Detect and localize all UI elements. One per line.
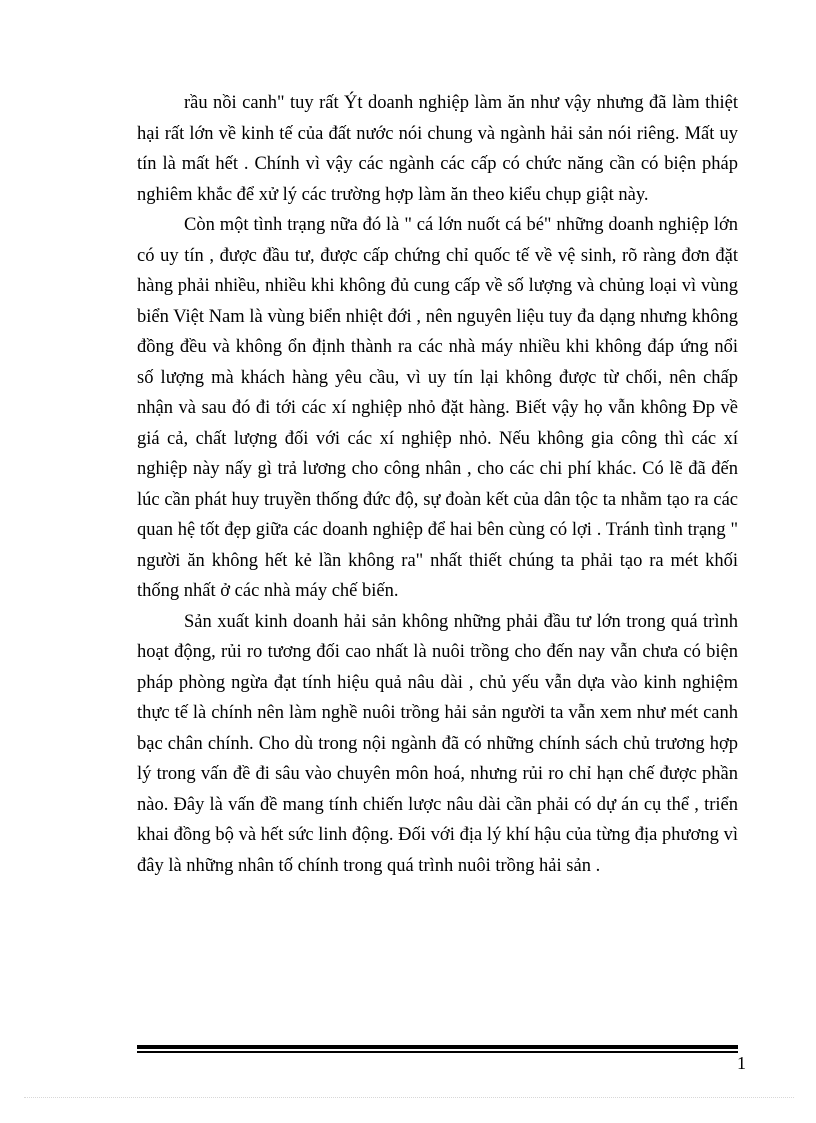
footer-rule-thick	[137, 1045, 738, 1049]
footer-rule-thin	[137, 1051, 738, 1053]
page-number: 1	[737, 1053, 746, 1073]
paragraph-1: rầu nồi canh" tuy rất Ýt doanh nghiệp làm ăn như vậy nhưng đã làm thiệt hại rất lớn về kinh tế của đất nước nói chung và ngành hải sản nói riêng. Mất uy tín là mất hết . Chính vì vậy các ngành các cấp có chức năng cần có biện pháp nghiêm khắc để xử lý các trường hợp làm ăn theo kiểu chụp giật này.	[137, 93, 738, 205]
page-bottom-dotted-line	[24, 1097, 794, 1098]
body-text	[137, 88, 738, 881]
paragraph-2: Còn một tình trạng nữa đó là " cá lớn nuốt cá bé" những doanh nghiệp lớn có uy tín , được đầu tư, được cấp chứng chỉ quốc tế về vệ sinh, rõ ràng đơn đặt hàng phải nhiều, nhiều khi không đủ cung cấp về số lượng và chủng loại vì vùng biển Việt Nam là vùng biển nhiệt đới , nên nguyên liệu tuy đa dạng nhưng không đồng đều và không ổn định thành ra các nhà máy nhiều khi không đáp ứng nổi số lượng mà khách hàng yêu cầu, vì uy tín lại không được từ chối, nên chấp nhận và sau đó đi tới các xí nghiệp nhỏ đặt hàng. Biết vậy họ vẫn không Đp về giá cả, chất lượng đối với các xí nghiệp nhỏ. Nếu không gia công thì các xí nghiệp này nấy gì trả lương cho công nhân , cho các chi phí khác. Có lẽ đã đến lúc cần phát huy truyền thống đức độ, sự đoàn kết của dân tộc ta nhằm tạo ra các quan hệ tốt đẹp giữa các doanh nghiệp để hai bên cùng có lợi . Tránh tình trạng " người ăn không hết kẻ lần không ra" nhất thiết chúng ta phải tạo ra mét khối thống nhất ở các nhà máy chế biến.	[137, 215, 738, 601]
paragraph-3: Sản xuất kinh doanh hải sản không những phải đầu tư lớn trong quá trình hoạt động, rủi ro tương đối cao nhất là nuôi trồng cho đến nay vẫn chưa có biện pháp phòng ngừa đạt tính hiệu quả nâu dài , chủ yếu vẫn dựa vào kinh nghiệm thực tế là chính nên làm nghề nuôi trồng hải sản người ta vẫn xem như mét canh bạc chân chính. Cho dù trong nội ngành đã có những chính sách chủ trương hợp lý trong vấn đề đi sâu vào chuyên môn hoá, nhưng rủi ro chỉ hạn chế được phần nào. Đây là vấn đề mang tính chiến lược nâu dài cần phải có dự án cụ thể , triển khai đồng bộ và hết sức linh động. Đối với địa lý khí hậu của từng địa phương vì đây là những nhân tố chính trong quá trình nuôi trồng hải sản .	[137, 611, 738, 876]
